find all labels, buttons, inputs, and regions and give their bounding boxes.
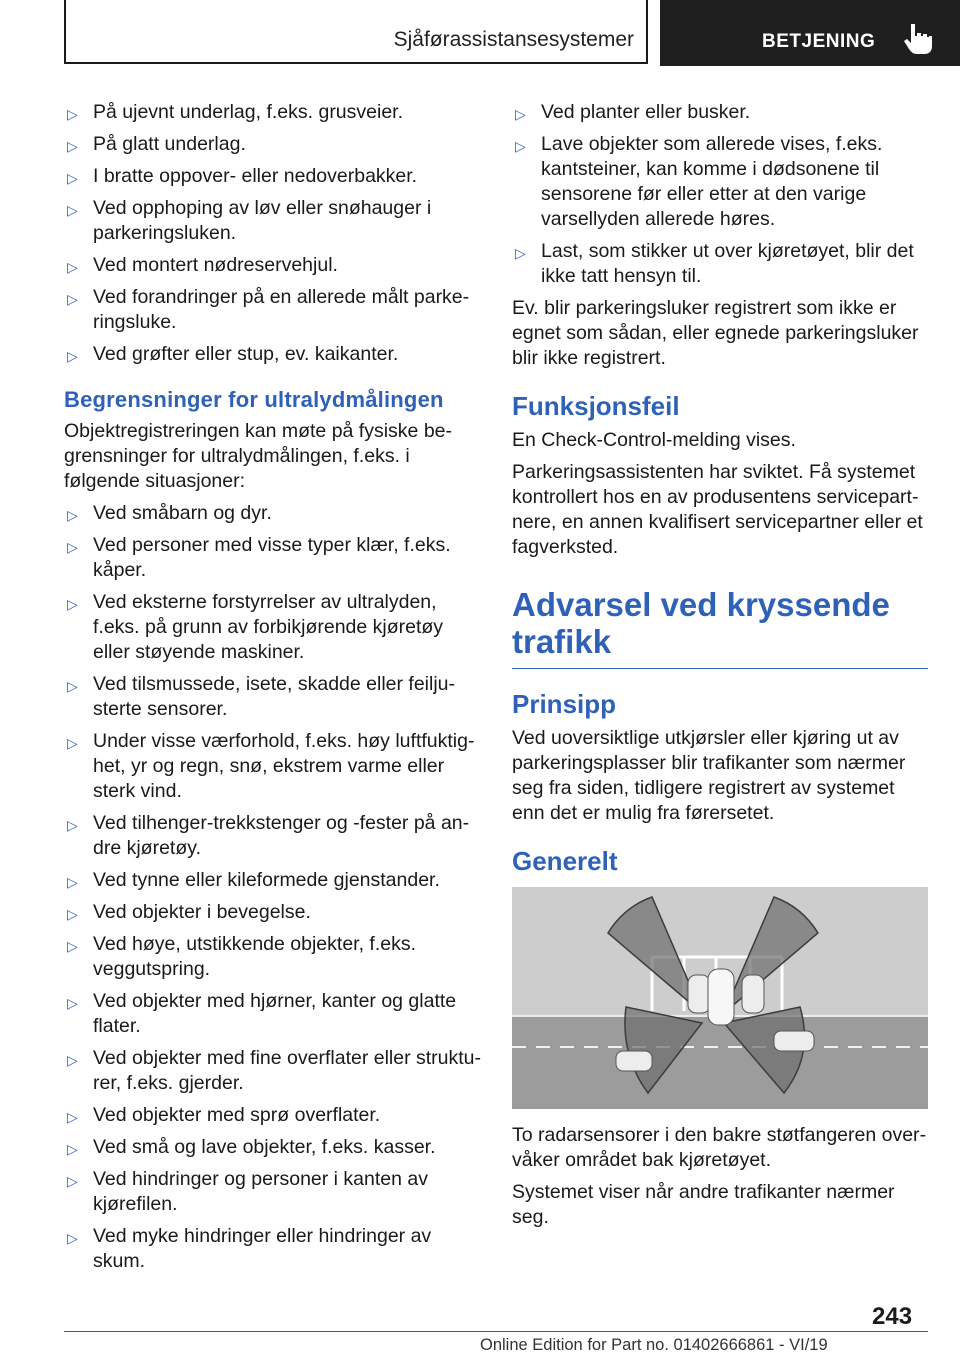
list-item-text: Last, som stikker ut over kjøretøyet, blir det ikke tatt hensyn til. <box>541 240 914 287</box>
footer-divider <box>64 1331 928 1332</box>
bullet-list <box>64 501 482 1274</box>
list-item <box>64 811 482 861</box>
list-item-text: Lave objekter som allerede vises, f.eks. kantsteiner, kan komme i dødsonene til sensorene før eller etter at den varige varsellyden allerede høres. <box>541 133 883 230</box>
list-item <box>64 868 482 893</box>
list-item <box>64 729 482 804</box>
list-item-text: Ved tynne eller kileformede gjenstander. <box>93 869 440 891</box>
list-item-text: Ved personer med visse typer klær, f.eks. kåper. <box>93 534 451 581</box>
page-number: 243 <box>872 1303 913 1330</box>
list-item-text: På ujevnt underlag, f.eks. grusveier. <box>93 101 404 123</box>
list-item <box>64 590 482 665</box>
triangle-bullet-icon: ▷ <box>67 170 78 186</box>
limits-intro: Objektregistreringen kan møte på fysiske begrensninger for ultralydmålingen, f.eks. i følgende situasjoner: <box>64 420 453 492</box>
list-item-text: Ved tilhenger-trekkstenger og -fester på andre kjøretøy. <box>93 812 470 859</box>
triangle-bullet-icon: ▷ <box>67 348 78 364</box>
triangle-bullet-icon: ▷ <box>67 507 78 523</box>
registration-note: Ev. blir parkeringsluker registrert som ikke er egnet som sådan, eller egnede parkeringsluker blir ikke registrert. <box>512 297 919 369</box>
triangle-bullet-icon: ▷ <box>67 596 78 612</box>
heading-principle: Prinsipp <box>512 689 617 719</box>
cross-traffic-illustration <box>512 887 928 1109</box>
list-item <box>64 1224 482 1274</box>
triangle-bullet-icon: ▷ <box>67 906 78 922</box>
list-item <box>64 164 482 189</box>
list-item-text: Ved objekter i bevegelse. <box>93 901 311 923</box>
triangle-bullet-icon: ▷ <box>515 106 526 122</box>
triangle-bullet-icon: ▷ <box>67 291 78 307</box>
list-item-text: Under visse værforhold, f.eks. høy luftfuktighet, yr og regn, snø, ekstrem varme eller sterk vind. <box>93 730 475 802</box>
list-item <box>64 533 482 583</box>
list-item <box>64 900 482 925</box>
page-header <box>0 0 960 66</box>
triangle-bullet-icon: ▷ <box>67 938 78 954</box>
list-item-text: Ved tilsmussede, isete, skadde eller feiljusterte sensorer. <box>93 673 456 720</box>
heading-general: Generelt <box>512 846 618 876</box>
hand-pointing-icon <box>902 22 934 56</box>
triangle-bullet-icon: ▷ <box>67 1109 78 1125</box>
triangle-bullet-icon: ▷ <box>67 1052 78 1068</box>
triangle-bullet-icon: ▷ <box>67 735 78 751</box>
list-item <box>64 501 482 526</box>
list-item <box>64 342 482 367</box>
section-tab <box>64 0 648 64</box>
list-item-text: Ved objekter med hjørner, kanter og glatte flater. <box>93 990 457 1037</box>
chapter-title: Advarsel ved kryssende trafikk <box>512 586 928 669</box>
list-item-text: Ved objekter med fine overflater eller strukturer, f.eks. gjerder. <box>93 1047 482 1094</box>
list-item <box>64 1103 482 1128</box>
bullet-list <box>512 100 928 289</box>
heading-limits: Begrensninger for ultralydmålingen <box>64 387 444 412</box>
list-item <box>64 100 482 125</box>
triangle-bullet-icon: ▷ <box>67 202 78 218</box>
bullet-list <box>64 100 482 367</box>
triangle-bullet-icon: ▷ <box>67 1173 78 1189</box>
edition-note: Online Edition for Part no. 01402666861 - VI/19 <box>480 1336 828 1354</box>
list-item <box>64 253 482 278</box>
triangle-bullet-icon: ▷ <box>67 678 78 694</box>
list-item <box>64 932 482 982</box>
list-item-text: Ved høye, utstikkende objekter, f.eks. veggutspring. <box>93 933 417 980</box>
list-item-text: Ved forandringer på en allerede målt parkeringsluke. <box>93 286 470 333</box>
list-item <box>64 196 482 246</box>
triangle-bullet-icon: ▷ <box>515 245 526 261</box>
list-item <box>64 132 482 157</box>
chapter-tab <box>660 0 960 66</box>
list-item <box>512 239 928 289</box>
list-item-text: Ved planter eller busker. <box>541 101 751 123</box>
list-item <box>64 1046 482 1096</box>
list-item <box>512 132 928 232</box>
list-item <box>512 100 928 125</box>
list-item-text: Ved myke hindringer eller hindringer av skum. <box>93 1225 432 1272</box>
triangle-bullet-icon: ▷ <box>67 874 78 890</box>
list-item <box>64 672 482 722</box>
list-item <box>64 989 482 1039</box>
list-item-text: I bratte oppover- eller nedoverbakker. <box>93 165 418 187</box>
malfunction-p1: En Check-Control-melding vises. <box>512 429 796 451</box>
triangle-bullet-icon: ▷ <box>67 259 78 275</box>
radar-diagram <box>512 887 928 1109</box>
triangle-bullet-icon: ▷ <box>515 138 526 154</box>
list-item-text: Ved hindringer og personer i kanten av kjørefilen. <box>93 1168 428 1215</box>
malfunction-p2: Parkeringsassistenten har sviktet. Få systemet kontrollert hos en av produsentens servicepartnere, en annen kvalifisert servicepartner eller et fagverksted. <box>512 461 923 558</box>
list-item-text: Ved grøfter eller stup, ev. kaikanter. <box>93 343 399 365</box>
triangle-bullet-icon: ▷ <box>67 817 78 833</box>
list-item-text: Ved montert nødreservehjul. <box>93 254 338 276</box>
list-item-text: Ved småbarn og dyr. <box>93 502 272 524</box>
list-item-text: Ved objekter med sprø overflater. <box>93 1104 381 1126</box>
triangle-bullet-icon: ▷ <box>67 1141 78 1157</box>
right-column <box>512 100 928 1237</box>
triangle-bullet-icon: ▷ <box>67 138 78 154</box>
heading-malfunction: Funksjonsfeil <box>512 391 680 421</box>
list-item <box>64 1167 482 1217</box>
triangle-bullet-icon: ▷ <box>67 106 78 122</box>
section-title: Sjåførassistansesystemer <box>393 28 634 51</box>
list-item-text: Ved små og lave objekter, f.eks. kasser. <box>93 1136 436 1158</box>
triangle-bullet-icon: ▷ <box>67 1230 78 1246</box>
list-item-text: På glatt underlag. <box>93 133 246 155</box>
chapter-label: BETJENING <box>762 31 876 52</box>
general-p1: To radarsensorer i den bakre støtfangeren overvåker området bak kjøretøyet. <box>512 1124 927 1171</box>
triangle-bullet-icon: ▷ <box>67 995 78 1011</box>
list-item <box>64 285 482 335</box>
triangle-bullet-icon: ▷ <box>67 539 78 555</box>
list-item-text: Ved eksterne forstyrrelser av ultralyden, f.eks. på grunn av forbikjørende kjøretøy eller støyende maskiner. <box>93 591 444 663</box>
principle-text: Ved uoversiktlige utkjørsler eller kjøring ut av parkeringsplasser blir trafikanter som nærmer seg fra siden, tidligere registrert av systemet enn det er mulig fra førersetet. <box>512 727 906 824</box>
left-column <box>64 100 482 1281</box>
list-item <box>64 1135 482 1160</box>
list-item-text: Ved opphoping av løv eller snøhauger i parkeringsluken. <box>93 197 432 244</box>
general-p2: Systemet viser når andre trafikanter nærmer seg. <box>512 1181 895 1228</box>
